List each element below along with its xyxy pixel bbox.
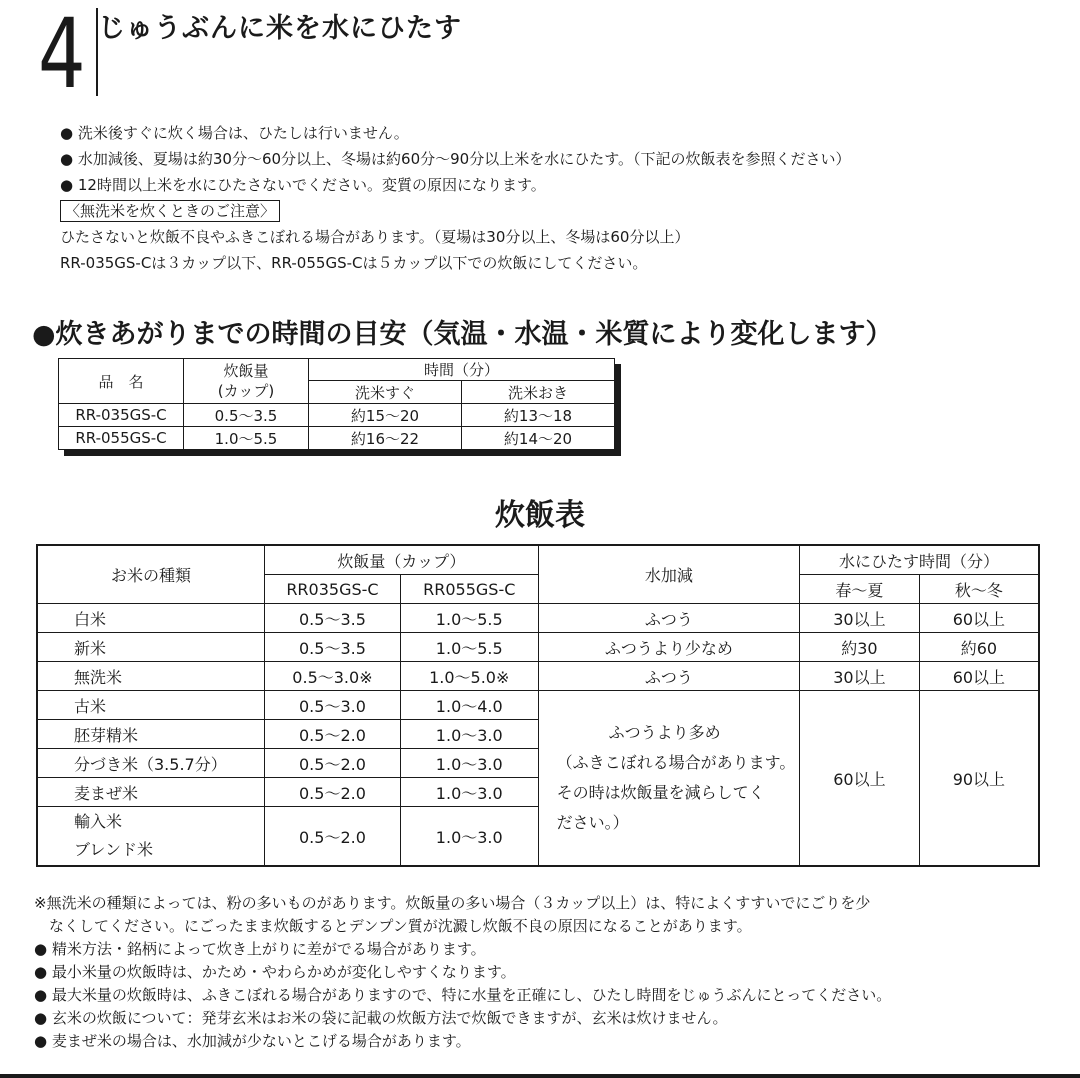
rice-cooking-table [36, 544, 1040, 867]
amount-cell: 0.5〜3.0※ [265, 662, 401, 691]
amount-cell: 1.0〜5.5 [184, 427, 309, 450]
amount-cell: 1.0〜5.5 [400, 604, 538, 633]
cooking-time-table [58, 358, 615, 450]
footer-note: ● 精米方法・銘柄によって炊き上がりに差がでる場合があります。 [34, 940, 486, 958]
time-cell: 約16〜22 [309, 427, 462, 450]
header-soak-time: 水にひたす時間（分） [800, 545, 1039, 575]
rice-kind-cell: 麦まぜ米 [37, 778, 265, 807]
amount-cell: 0.5〜2.0 [265, 749, 401, 778]
time-cell: 約14〜20 [462, 427, 615, 450]
model-cell: RR-055GS-C [59, 427, 184, 450]
rice-kind-cell: 無洗米 [37, 662, 265, 691]
table-row [37, 604, 1039, 633]
rice-table-title: 炊飯表 [495, 498, 585, 533]
note-item: ● 水加減後、夏場は約30分〜60分以上、冬場は約60分〜90分以上米を水にひたす。（下記の炊飯表を参照ください） [60, 150, 851, 168]
table-row [37, 691, 1039, 720]
amount-cell: 1.0〜5.0※ [400, 662, 538, 691]
table-row [37, 662, 1039, 691]
note-item: ● 洗米後すぐに炊く場合は、ひたしは行いません。 [60, 124, 409, 142]
soak-cell: 60以上 [800, 691, 920, 867]
amount-cell: 1.0〜3.0 [400, 778, 538, 807]
table-row [59, 427, 615, 450]
amount-cell: 1.0〜4.0 [400, 691, 538, 720]
amount-cell: 0.5〜2.0 [265, 807, 401, 867]
soak-cell: 30以上 [800, 662, 920, 691]
amount-cell: 1.0〜5.5 [400, 633, 538, 662]
amount-cell: 1.0〜3.0 [400, 720, 538, 749]
water-cell: ふつう [538, 604, 799, 633]
soak-cell: 約60 [919, 633, 1039, 662]
cooking-time-heading: ●炊きあがりまでの時間の目安（気温・水温・米質により変化します） [32, 319, 893, 350]
amount-cell: 0.5〜2.0 [265, 778, 401, 807]
musenmai-caution-label: 〈無洗米を炊くときのご注意〉 [60, 200, 280, 222]
soak-cell: 60以上 [919, 604, 1039, 633]
soaking-notes [60, 120, 851, 276]
footer-note: ※無洗米の種類によっては、粉の多いものがあります。炊飯量の多い場合（３カップ以上）は、特によくすすいでにごりを少 [34, 894, 871, 912]
rice-kind-cell: 古米 [37, 691, 265, 720]
header-model: 品 名 [59, 359, 184, 404]
amount-cell: 0.5〜2.0 [265, 720, 401, 749]
header-rice-kind: お米の種類 [37, 545, 265, 604]
amount-cell: 1.0〜3.0 [400, 807, 538, 867]
header-water: 水加減 [538, 545, 799, 604]
bottom-rule [0, 1074, 1080, 1078]
water-more-cell: ふつうより多め （ふきこぼれる場合があります。 その時は炊飯量を減らしてく ださい。） [538, 691, 799, 867]
step-number: 4 [38, 0, 86, 110]
amount-cell: 1.0〜3.0 [400, 749, 538, 778]
footer-notes [34, 892, 891, 1053]
table-row [59, 404, 615, 427]
rice-kind-cell: 白米 [37, 604, 265, 633]
water-cell: ふつうより少なめ [538, 633, 799, 662]
amount-cell: 0.5〜3.5 [265, 633, 401, 662]
rice-kind-cell: 胚芽精米 [37, 720, 265, 749]
header-autumn-winter: 秋〜冬 [919, 575, 1039, 604]
header-model-a: RR035GS-C [265, 575, 401, 604]
header-spring-summer: 春〜夏 [800, 575, 920, 604]
musenmai-caution-text: RR-035GS-Cは３カップ以下、RR-055GS-Cは５カップ以下での炊飯にしてください。 [60, 254, 648, 272]
footer-note: ● 最大米量の炊飯時は、ふきこぼれる場合がありますので、特に水量を正確にし、ひたし時間をじゅうぶんにとってください。 [34, 986, 892, 1004]
header-wash-wait: 洗米おき [462, 381, 615, 404]
soak-cell: 60以上 [919, 662, 1039, 691]
step-title: じゅうぶんに米を水にひたす [98, 13, 462, 44]
time-cell: 約13〜18 [462, 404, 615, 427]
rice-kind-cell: 新米 [37, 633, 265, 662]
footer-note: ● 玄米の炊飯について：発芽玄米はお米の袋に記載の炊飯方法で炊飯できますが、玄米は炊けません。 [34, 1009, 728, 1027]
header-wash-now: 洗米すぐ [309, 381, 462, 404]
water-cell: ふつう [538, 662, 799, 691]
amount-cell: 0.5〜3.5 [184, 404, 309, 427]
header-model-b: RR055GS-C [400, 575, 538, 604]
soak-cell: 30以上 [800, 604, 920, 633]
footer-note: ● 最小米量の炊飯時は、かため・やわらかめが変化しやすくなります。 [34, 963, 516, 981]
footer-note: ● 麦まぜ米の場合は、水加減が少ないとこげる場合があります。 [34, 1032, 471, 1050]
header-time: 時間（分） [309, 359, 615, 381]
footer-note: なくしてください。にごったまま炊飯するとデンプン質が沈澱し炊飯不良の原因になることがあります。 [34, 917, 752, 935]
header-rice-amount: 炊飯量（カップ） [265, 545, 539, 575]
rice-kind-cell: 輸入米 ブレンド米 [37, 807, 265, 867]
header-amount: 炊飯量 (カップ) [184, 359, 309, 404]
soak-cell: 90以上 [919, 691, 1039, 867]
note-item: ● 12時間以上米を水にひたさないでください。変質の原因になります。 [60, 176, 546, 194]
table-row [37, 633, 1039, 662]
amount-cell: 0.5〜3.5 [265, 604, 401, 633]
musenmai-caution-text: ひたさないと炊飯不良やふきこぼれる場合があります。（夏場は30分以上、冬場は60分以上） [60, 228, 690, 246]
soak-cell: 約30 [800, 633, 920, 662]
amount-cell: 0.5〜3.0 [265, 691, 401, 720]
time-cell: 約15〜20 [309, 404, 462, 427]
rice-kind-cell: 分づき米（3.5.7分） [37, 749, 265, 778]
model-cell: RR-035GS-C [59, 404, 184, 427]
